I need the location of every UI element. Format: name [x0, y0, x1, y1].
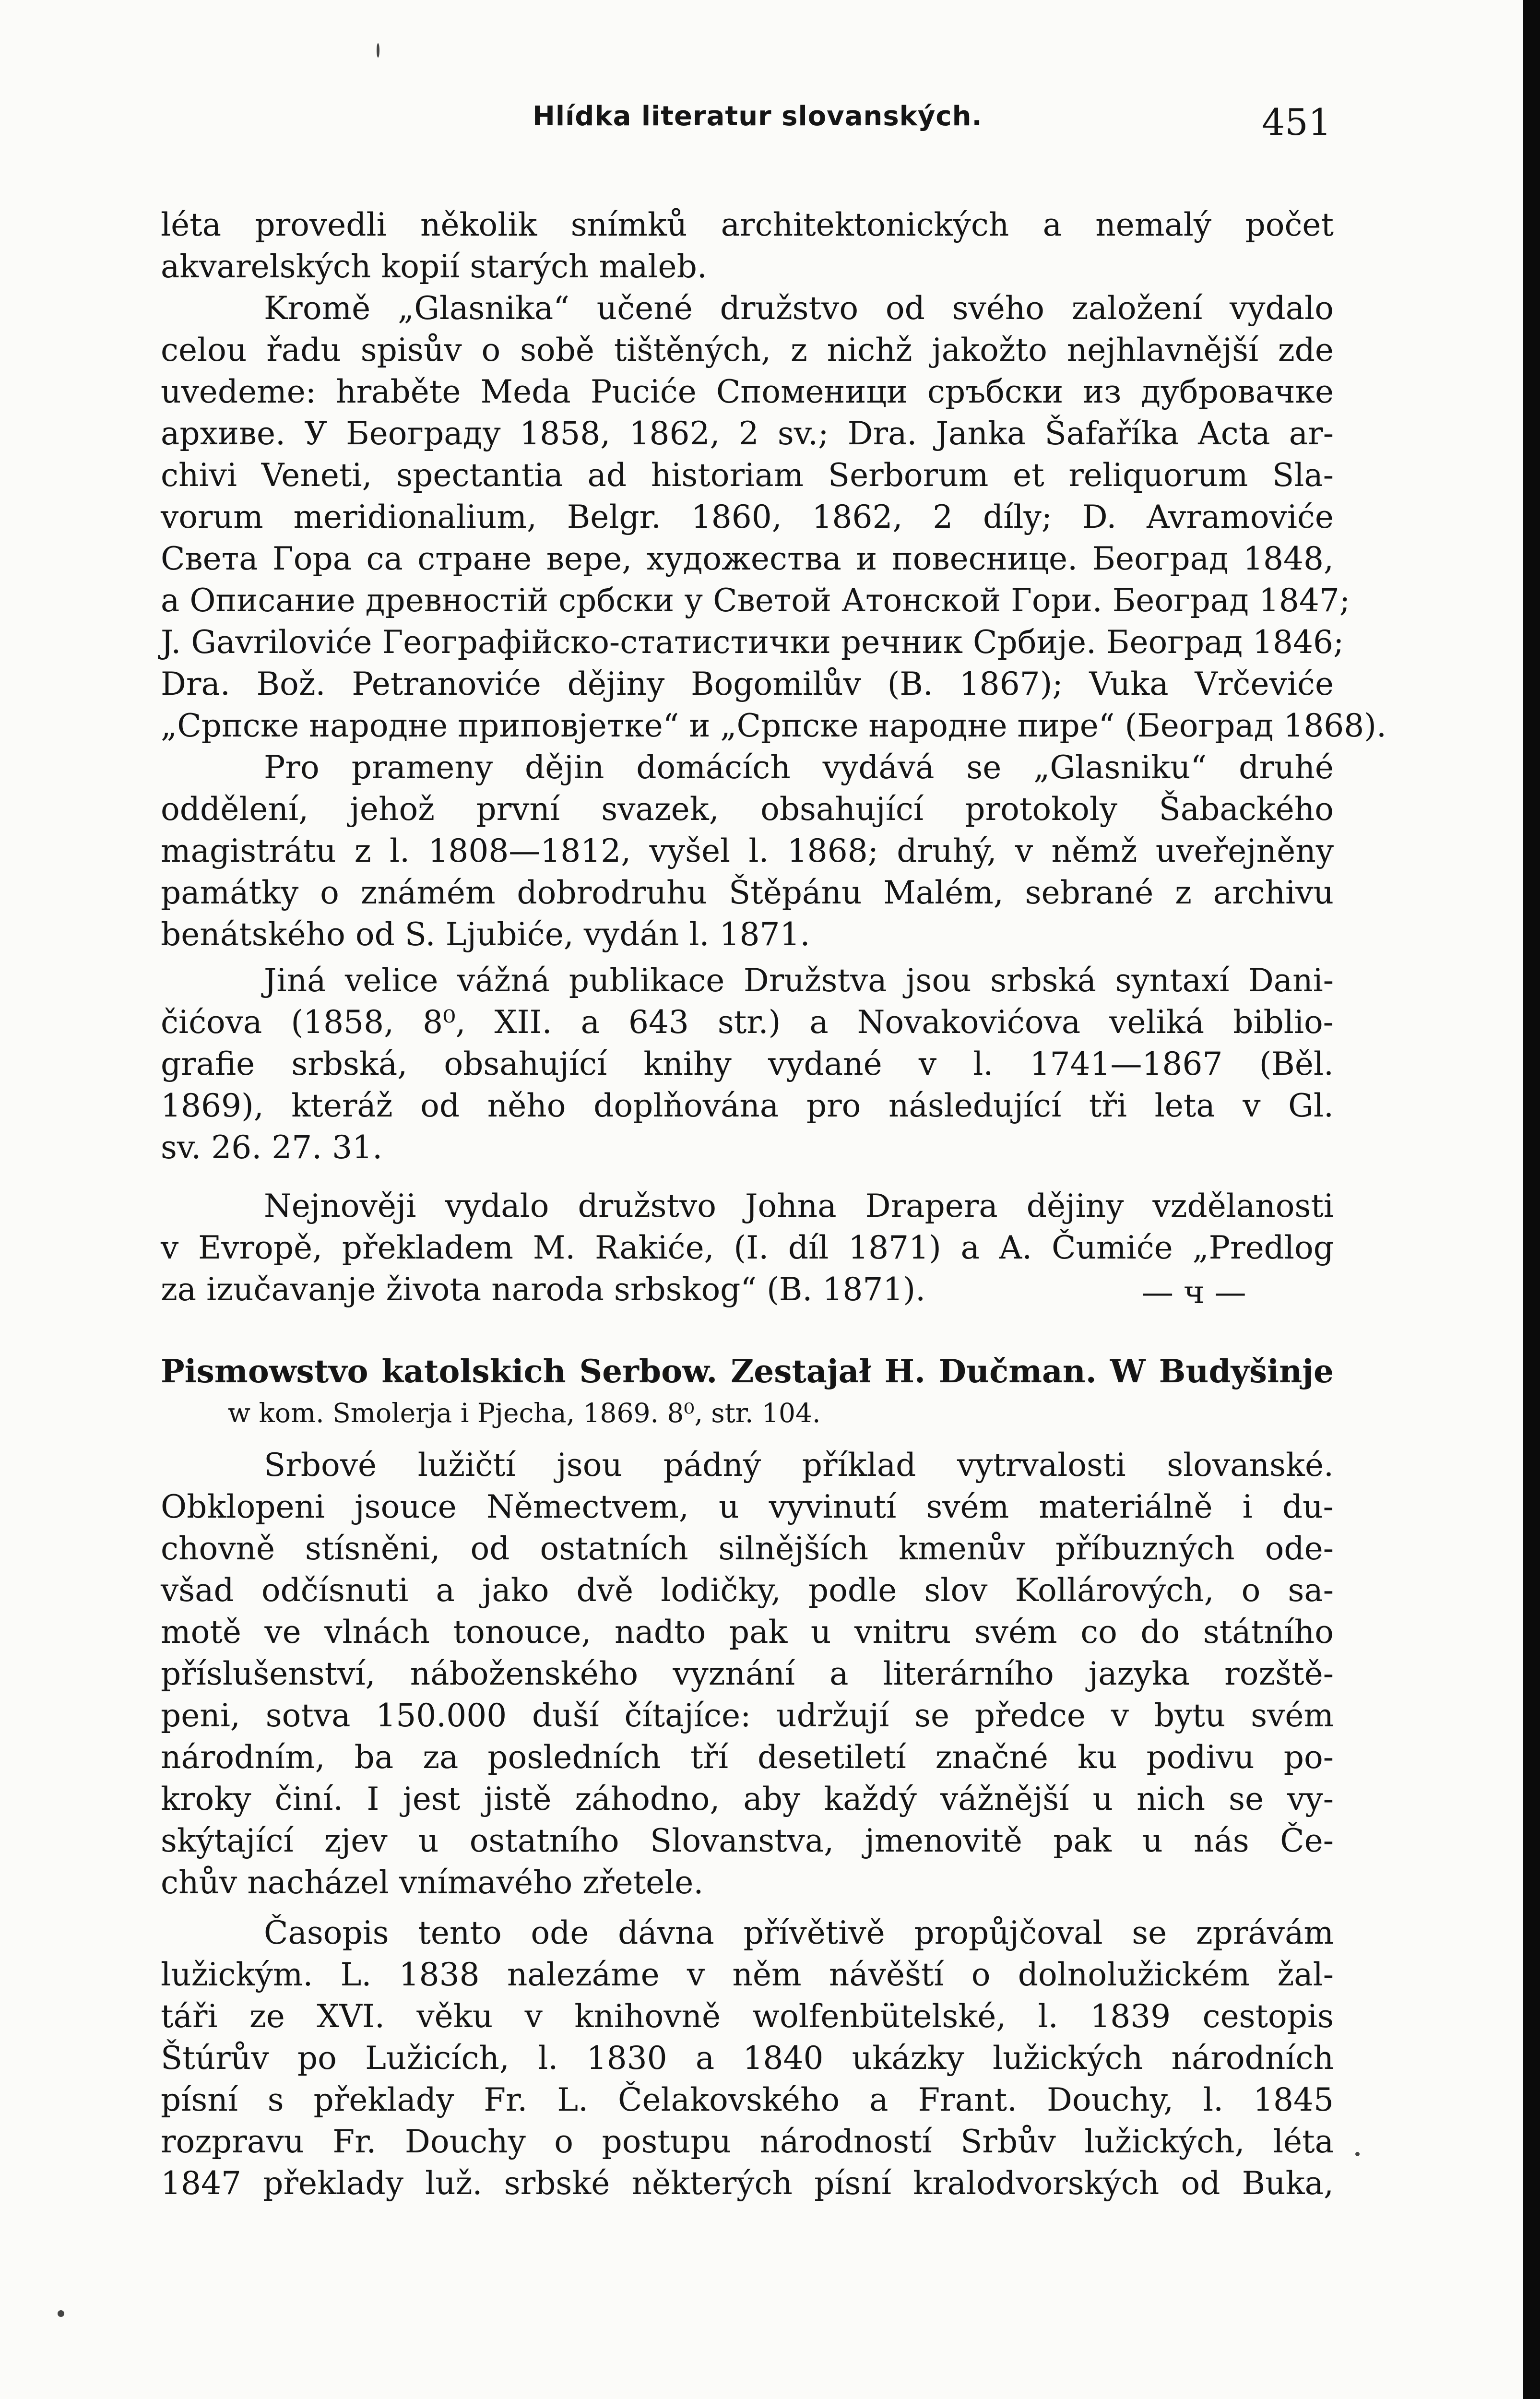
text-line: v Evropě, překladem M. Rakiće, (I. díl 1871) a A. Čumiće „Predlog: [161, 1229, 1334, 1266]
text-line: Časopis tento ode dávna přívětivě propůjčoval se zprávám: [264, 1914, 1334, 1951]
review-title-line: Pismowstvo katolskich Serbow. Zestajał H. Dučman. W Budyšinje: [161, 1353, 1334, 1390]
text-line: motě ve vlnách tonouce, nadto pak u vnitru svém co do státního: [161, 1614, 1334, 1651]
text-line: kroky činí. I jest jistě záhodno, aby každý vážnější u nich se vy-: [161, 1781, 1334, 1817]
scan-border: [1523, 0, 1540, 2399]
author-signature: — ч —: [1142, 1274, 1246, 1311]
text-line: magistrátu z l. 1808—1812, vyšel l. 1868; druhý, v němž uveřejněny: [161, 832, 1334, 869]
text-line: 1847 překlady luž. srbské některých písní kralodvorských od Buka,: [161, 2165, 1334, 2202]
text-line: všad odčísnuti a jako dvě lodičky, podle slov Kollárových, o sa-: [161, 1572, 1334, 1609]
text-line: příslušenství, náboženského vyznání a literárního jazyka rozště-: [161, 1655, 1334, 1692]
text-line: chivi Veneti, spectantia ad historiam Serborum et reliquorum Sla-: [161, 457, 1334, 494]
text-line: celou řadu spisův o sobě tištěných, z nichž jakožto nejhlavnější zde: [161, 332, 1334, 368]
review-heading: [161, 1351, 1334, 1434]
running-header: Hlídka literatur slovanských.: [533, 101, 983, 132]
text-line: za izučavanje života naroda srbskog“ (B. 1871).: [161, 1271, 926, 1308]
text-line: chův nacházel vnímavého zřetele.: [161, 1864, 704, 1901]
paragraph-continuation: [161, 204, 1334, 287]
paragraph-sources: [161, 747, 1334, 955]
text-line: sv. 26. 27. 31.: [161, 1129, 383, 1166]
paragraph-publications: [161, 287, 1387, 747]
text-line: písní s překlady Fr. L. Čelakovského a Frant. Douchy, l. 1845: [161, 2081, 1334, 2118]
text-line: Dra. Bož. Petranoviće dějiny Bogomilův (B. 1867); Vuka Vrčeviće: [161, 665, 1334, 702]
page-number: 451: [1262, 101, 1332, 143]
text-line: Štúrův po Lužicích, l. 1830 a 1840 ukázky lužických národních: [161, 2040, 1334, 2077]
text-line: léta provedli několik snímků architektonických a nemalý počet: [161, 206, 1334, 243]
text-line: Kromě „Glasnika“ učené družstvo od svého založení vydalo: [264, 290, 1334, 327]
text-line: památky o známém dobrodruhu Štěpánu Malém, sebrané z archivu: [161, 874, 1334, 911]
paragraph-casopis: [161, 1912, 1334, 2204]
text-line: архиве. У Београду 1858, 1862, 2 sv.; Dra. Janka Šafaříka Acta ar-: [161, 415, 1334, 452]
paragraph-lusatian-serbs: [161, 1444, 1334, 1903]
text-line: peni, sotva 150.000 duší čítajíce: udržují se předce v bytu svém: [161, 1697, 1334, 1734]
text-line: Obklopeni jsouce Němectvem, u vyvinutí svém materiálně i du-: [161, 1488, 1334, 1525]
scan-speck: [377, 43, 379, 58]
text-line: chovně stísněni, od ostatních silnějších kmenův příbuzných ode-: [161, 1530, 1334, 1567]
text-line: čićova (1858, 8⁰, XII. a 643 str.) a Novakovićova veliká biblio-: [161, 1004, 1334, 1041]
text-line: uvedeme: hraběte Meda Puciće Споменици сръбски из дубровачке: [161, 373, 1334, 410]
text-line: а Описание древностій србски у Светой Атонской Гори. Београд 1847;: [161, 582, 1350, 619]
paragraph-syntax: [161, 960, 1334, 1168]
text-line: vorum meridionalium, Belgr. 1860, 1862, 2 díly; D. Avramoviće: [161, 499, 1334, 535]
text-line: „Српске народне приповјетке“ и „Српске народне пире“ (Београд 1868).: [161, 707, 1387, 744]
text-line: oddělení, jehož první svazek, obsahující protokoly Šabackého: [161, 791, 1334, 828]
text-line: akvarelských kopií starých maleb.: [161, 248, 707, 285]
text-line: Pro prameny dějin domácích vydává se „Glasniku“ druhé: [264, 749, 1334, 786]
text-line: Света Гора са стране вере, художества и повеснице. Београд 1848,: [161, 540, 1334, 577]
text-line: národním, ba za posledních tří desetiletí značné ku podivu po-: [161, 1739, 1334, 1776]
text-line: rozpravu Fr. Douchy o postupu národností Srbův lužických, léta: [161, 2123, 1334, 2160]
scan-speck: [1355, 2152, 1360, 2156]
text-line: J. Gavriloviće Географійско-статистички речник Србије. Београд 1846;: [161, 624, 1344, 661]
text-line: skýtající zjev u ostatního Slovanstva, jmenovitě pak u nás Če-: [161, 1822, 1334, 1859]
text-line: Srbové lužičtí jsou pádný příklad vytrvalosti slovanské.: [264, 1447, 1334, 1484]
text-line: 1869), kteráž od něho doplňována pro následující tři leta v Gl.: [161, 1087, 1334, 1124]
text-line: Nejnověji vydalo družstvo Johna Drapera dějiny vzdělanosti: [264, 1188, 1334, 1224]
text-line: táři ze XVI. věku v knihovně wolfenbütelské, l. 1839 cestopis: [161, 1998, 1334, 2035]
text-line: lužickým. L. 1838 nalezáme v něm návěští o dolnolužickém žal-: [161, 1956, 1334, 1993]
text-line: benátského od S. Ljubiće, vydán l. 1871.: [161, 916, 810, 953]
scan-speck: [58, 2310, 64, 2317]
review-imprint-line: w kom. Smolerja i Pjecha, 1869. 8⁰, str. 104.: [228, 1398, 821, 1428]
text-line: Jiná velice vážná publikace Družstva jsou srbská syntaxí Dani-: [264, 962, 1334, 999]
text-line: grafie srbská, obsahující knihy vydané v l. 1741—1867 (Běl.: [161, 1045, 1334, 1082]
